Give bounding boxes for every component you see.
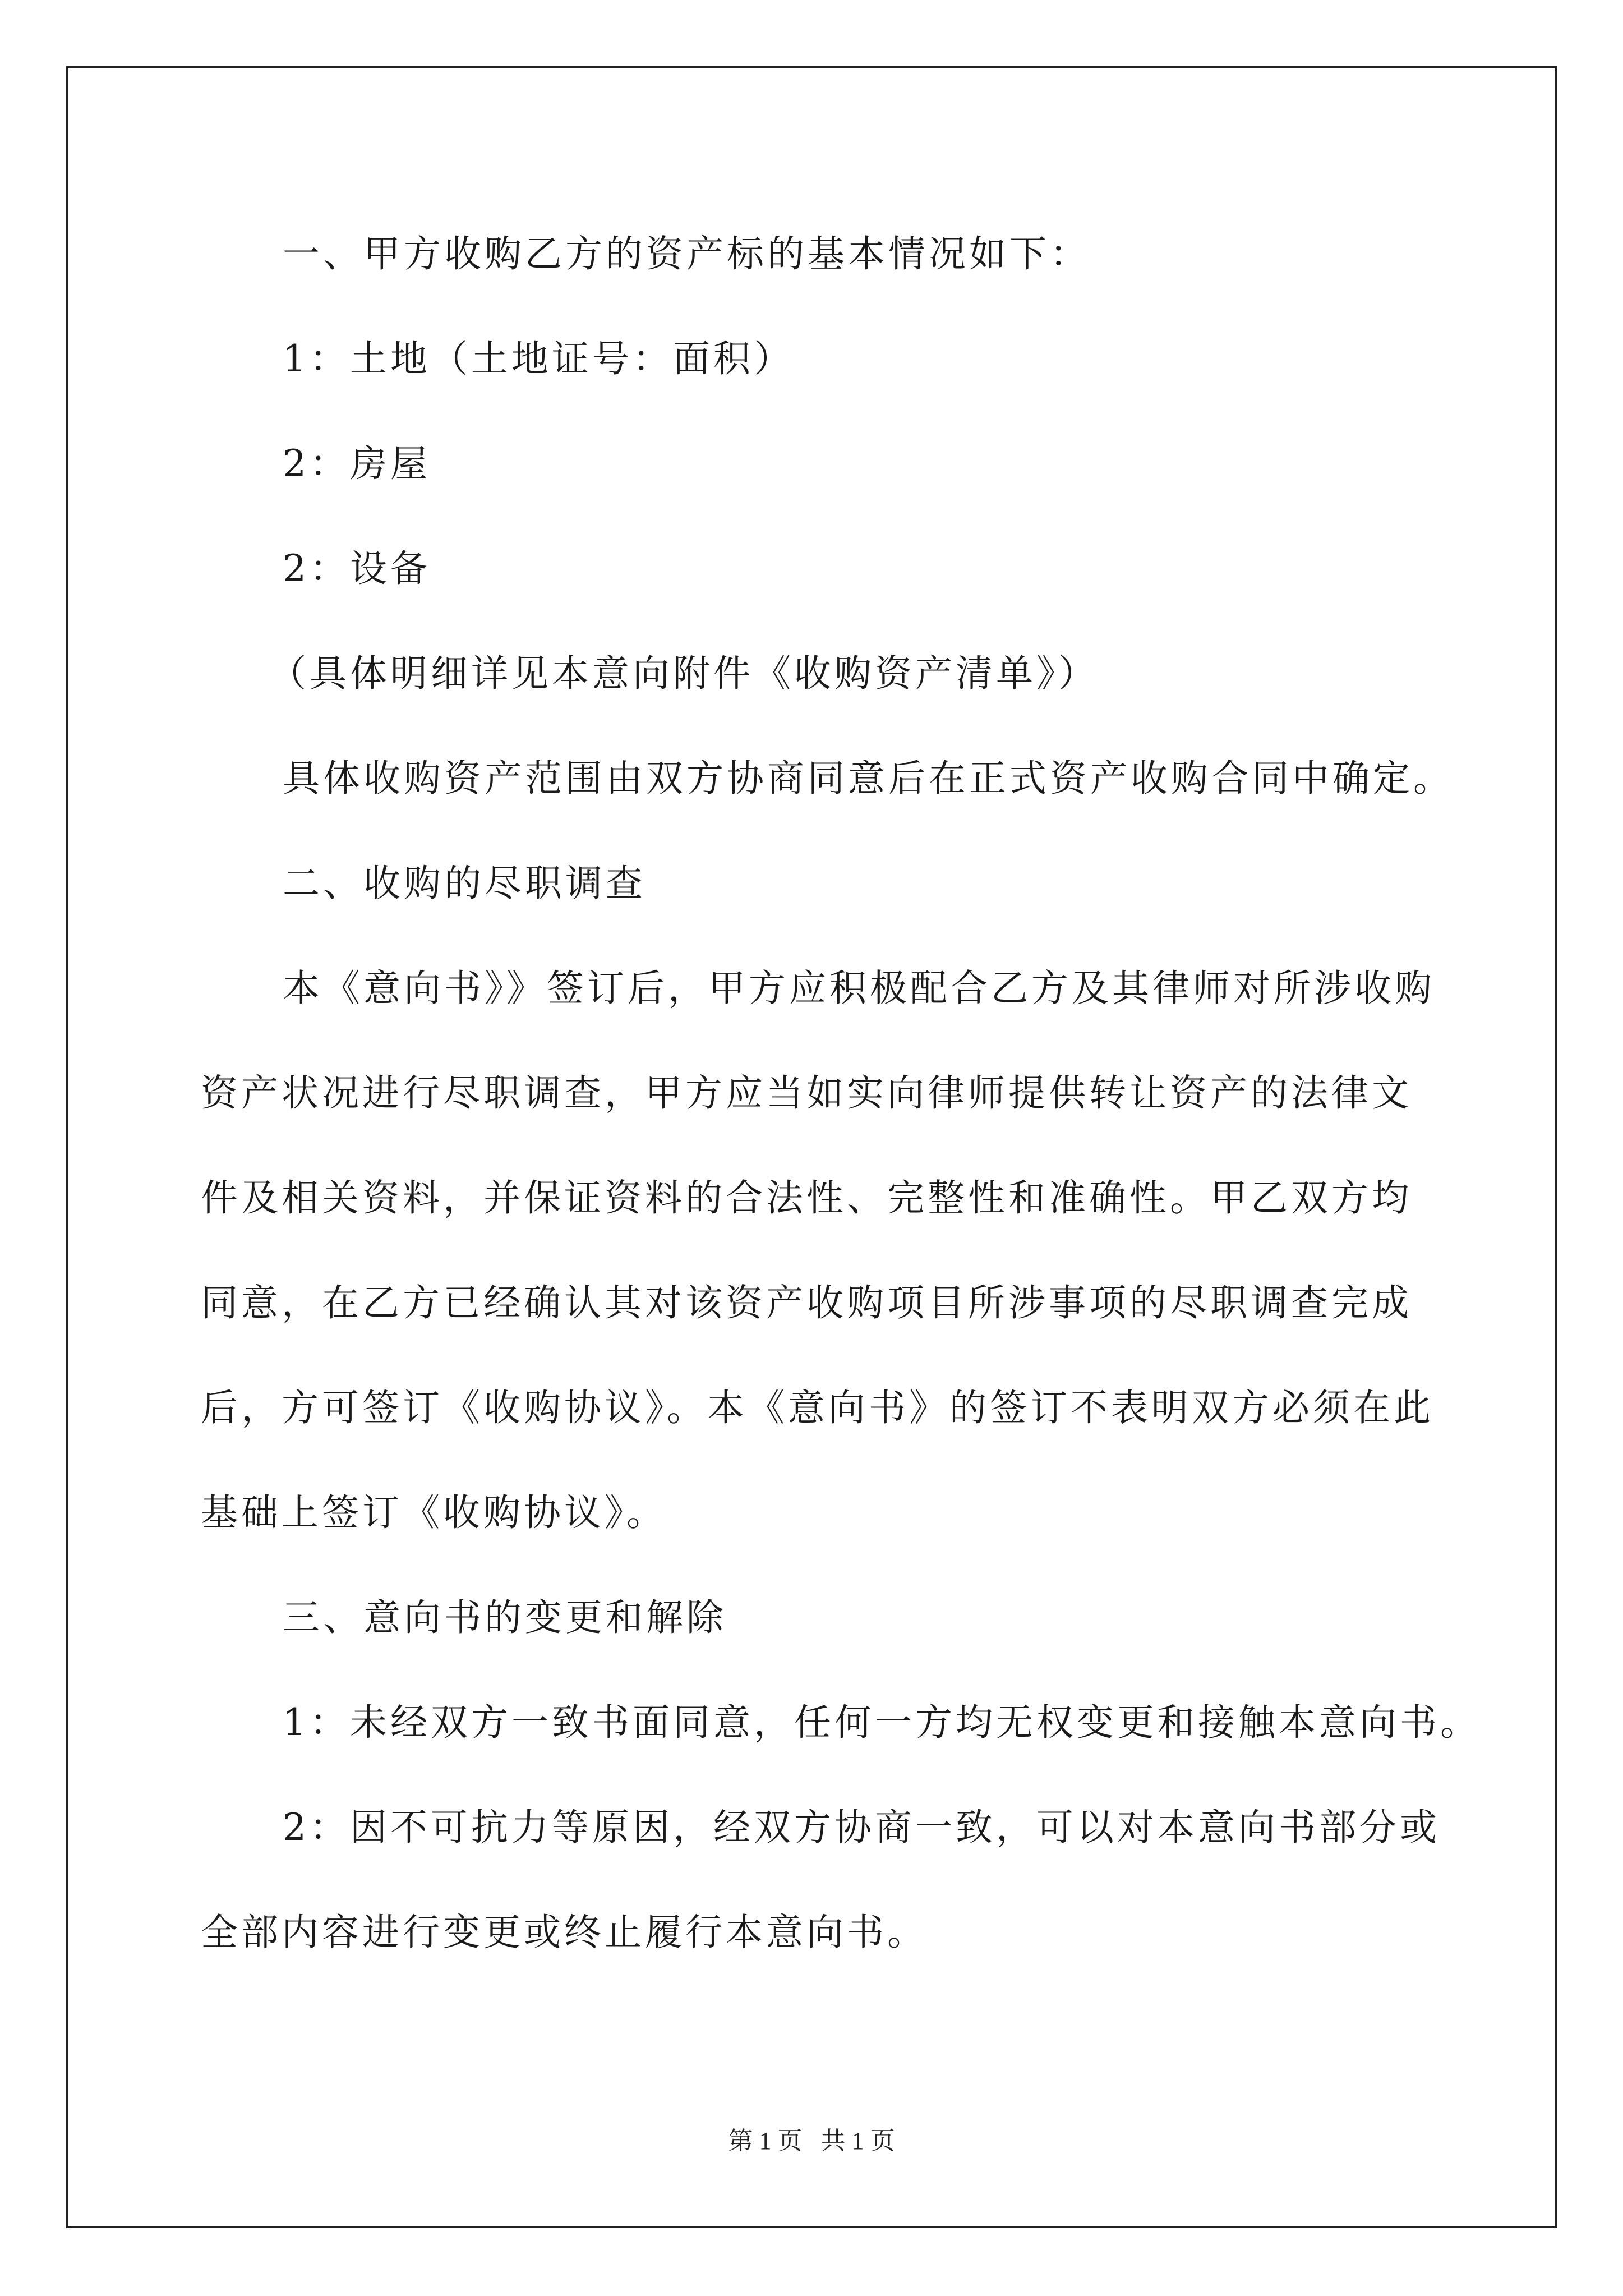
due-diligence-line-6: 基础上签订《收购协议》。 — [201, 1491, 667, 1534]
change-clause-1: 1：未经双方一致书面同意，任何一方均无权变更和接触本意向书。 — [283, 1701, 1481, 1744]
list-item-land: 1：土地（土地证号：面积） — [283, 337, 794, 380]
section-1-heading: 一、甲方收购乙方的资产标的基本情况如下： — [283, 232, 1090, 275]
due-diligence-line-2: 资产状况进行尽职调查，甲方应当如实向律师提供转让资产的法律文 — [201, 1071, 1412, 1115]
page-border — [66, 66, 1557, 2228]
due-diligence-line-5: 后，方可签订《收购协议》。本《意向书》的签订不表明双方必须在此 — [201, 1386, 1434, 1429]
section-3-heading: 三、意向书的变更和解除 — [283, 1596, 727, 1639]
due-diligence-line-4: 同意，在乙方已经确认其对该资产收购项目所涉事项的尽职调查完成 — [201, 1281, 1412, 1324]
due-diligence-line-1: 本《意向书》》签订后，甲方应积极配合乙方及其律师对所涉收购 — [283, 967, 1435, 1010]
change-clause-2-line-1: 2：因不可抗力等原因，经双方协商一致，可以对本意向书部分或 — [283, 1806, 1440, 1849]
attachment-note: （具体明细详见本意向附件《收购资产清单》） — [269, 652, 1099, 695]
section-2-heading: 二、收购的尽职调查 — [283, 862, 646, 905]
page-footer: 第 1 页 共 1 页 — [728, 2127, 895, 2155]
scope-paragraph: 具体收购资产范围由双方协商同意后在正式资产收购合同中确定。 — [283, 757, 1454, 800]
due-diligence-line-3: 件及相关资料，并保证资料的合法性、完整性和准确性。甲乙双方均 — [201, 1176, 1412, 1220]
change-clause-2-line-2: 全部内容进行变更或终止履行本意向书。 — [201, 1911, 928, 1954]
list-item-equipment: 2：设备 — [283, 547, 431, 590]
list-item-housing: 2：房屋 — [283, 442, 431, 485]
